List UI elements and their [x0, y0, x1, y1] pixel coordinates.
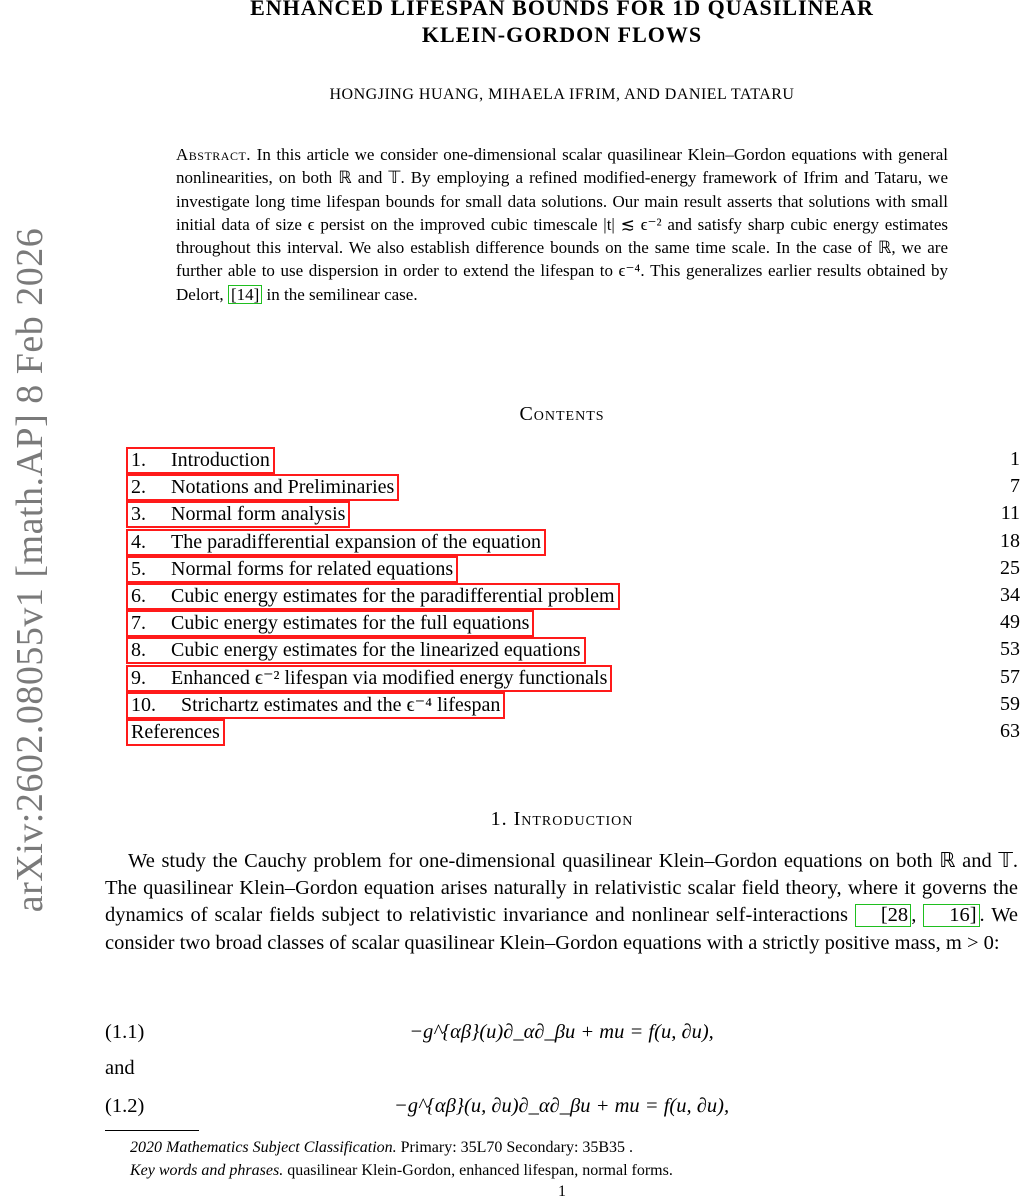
msc-text: Primary: 35L70 Secondary: 35B35 .: [400, 1139, 634, 1156]
toc-entry-page: 18: [1000, 529, 1020, 552]
toc-entry-page: 57: [1000, 665, 1020, 688]
toc-row: [126, 582, 1020, 609]
section-title: Introduction: [513, 808, 634, 830]
title-line-2: KLEIN-GORDON FLOWS: [421, 22, 703, 47]
author-list: HONGJING HUANG, MIHAELA IFRIM, AND DANIEL TATARU: [329, 86, 795, 103]
toc-entry-page: 25: [1000, 556, 1020, 579]
toc-entry-title: The paradifferential expansion of the equation: [171, 530, 542, 553]
abstract-tail: in the semilinear case.: [266, 284, 418, 304]
toc-entry-title: Cubic energy estimates for the linearized equations: [171, 639, 581, 662]
toc-link[interactable]: [126, 583, 620, 610]
toc-link[interactable]: [126, 665, 612, 692]
toc-entry-number: 3.: [131, 503, 146, 526]
toc-entry-page: 11: [1000, 502, 1020, 525]
equation-body: −g^{αβ}(u, ∂u)∂_α∂_βu + mu = f(u, ∂u),: [393, 1095, 730, 1117]
paper-title: [100, 0, 1024, 48]
toc-row: [126, 636, 1020, 663]
toc-entry-title: Notations and Preliminaries: [171, 476, 395, 499]
connector-word: and: [105, 1057, 135, 1079]
section-heading-introduction: [100, 808, 1024, 831]
page-number: 1: [558, 1183, 566, 1200]
toc-entry-page: 59: [1000, 692, 1020, 715]
abstract-body: In this article we consider one-dimensional scalar quasilinear Klein–Gordon equations with general nonlinearities, on both ℝ and 𝕋. By employing a refined modified-energy framework of Ifrim and Tataru, we investigate long time lifespan bounds for small data solutions. Our main result asserts that solutions with small initial data of size ϵ persist on the improved cubic timescale |t| ≲ ϵ⁻² and satisfy sharp cubic energy estimates throughout this interval. We also establish difference bounds on the same time scale. In the case of ℝ, we are further able to use dispersion in order to extend the lifespan to ϵ⁻⁴. This generalizes earlier results obtained by Delort,: [176, 145, 949, 304]
abstract-label: Abstract.: [176, 145, 252, 164]
toc-entry-page: 34: [1000, 583, 1020, 606]
equation-tag: (1.2): [105, 1095, 145, 1117]
toc-entry-number: 10.: [131, 693, 156, 716]
footnote-keywords: [130, 1162, 673, 1180]
title-line-1: ENHANCED LIFESPAN BOUNDS FOR 1D QUASILINEAR: [250, 0, 874, 20]
toc-entry-title: Strichartz estimates and the ϵ⁻⁴ lifespan: [181, 693, 501, 716]
toc-row: [126, 609, 1020, 636]
footnote-rule: [105, 1130, 199, 1131]
citation-link-16[interactable]: 16]: [923, 904, 979, 927]
intro-paragraph: [105, 848, 1018, 957]
toc-entry-number: 8.: [131, 639, 146, 662]
toc-entry-number: 1.: [131, 449, 146, 471]
toc-row: [126, 446, 1020, 473]
toc-entry-page: 53: [1000, 638, 1020, 661]
abstract: [176, 143, 948, 306]
toc-entry-title: Normal forms for related equations: [171, 557, 454, 580]
toc-row: [126, 500, 1020, 527]
arxiv-identifier: arXiv:2602.08055v1 [math.AP] 8 Feb 2026: [9, 227, 51, 913]
citation-separator: ,: [911, 904, 924, 927]
footnote-msc: [130, 1139, 633, 1157]
toc-entry-title: References: [131, 720, 220, 743]
toc-row: [126, 555, 1020, 582]
toc-link[interactable]: [126, 637, 586, 664]
equation-tag: (1.1): [105, 1021, 145, 1043]
toc-entry-title: Normal form analysis: [171, 503, 346, 526]
toc-entry-page: 49: [1000, 611, 1020, 634]
toc-entry-title: Introduction: [171, 449, 270, 471]
msc-label: 2020 Mathematics Subject Classification.: [130, 1139, 397, 1156]
keywords-label: Key words and phrases.: [130, 1162, 284, 1179]
toc-row: [126, 528, 1020, 555]
keywords-text: quasilinear Klein-Gordon, enhanced lifespan, normal forms.: [287, 1162, 673, 1179]
toc-link[interactable]: [126, 474, 399, 501]
toc-link[interactable]: [126, 692, 505, 719]
toc-entry-page: 1: [1010, 448, 1020, 470]
toc-entry-title: Cubic energy estimates for the full equations: [171, 612, 530, 635]
section-number: 1.: [490, 808, 508, 830]
toc-entry-title: Enhanced ϵ⁻² lifespan via modified energy functionals: [171, 666, 608, 689]
toc-link[interactable]: [126, 501, 350, 528]
citation-link-28[interactable]: [28: [855, 904, 911, 927]
citation-link-14[interactable]: [14]: [228, 285, 262, 304]
intro-text-b: . We consider two broad classes of scalar quasilinear Klein–Gordon equations with a strictly positive mass, m > 0:: [105, 904, 1019, 954]
toc-entry-number: 6.: [131, 584, 146, 607]
toc-link[interactable]: [126, 556, 458, 583]
toc-link[interactable]: [126, 447, 275, 474]
intro-text-a: We study the Cauchy problem for one-dimensional quasilinear Klein–Gordon equations on both ℝ and 𝕋. The quasilinear Klein–Gordon equation arises naturally in relativistic scalar field theory, where it governs the dynamics of scalar fields subject to relativistic invariance and nonlinear self-interactions: [105, 850, 1018, 927]
toc-entry-number: 5.: [131, 557, 146, 580]
toc-row: [126, 718, 1020, 745]
toc-row: [126, 691, 1020, 718]
toc-entry-page: 63: [1000, 719, 1020, 742]
toc-row: [126, 473, 1020, 500]
toc-entry-number: 4.: [131, 530, 146, 553]
toc-entry-title: Cubic energy estimates for the paradifferential problem: [171, 584, 615, 607]
arxiv-sidebar-stamp: [2, 200, 58, 940]
table-of-contents: [126, 446, 1020, 745]
toc-entry-number: 9.: [131, 666, 146, 689]
toc-link[interactable]: [126, 610, 534, 637]
toc-entry-page: 7: [1010, 475, 1020, 498]
toc-row: [126, 664, 1020, 691]
toc-entry-number: 7.: [131, 612, 146, 635]
equation-body: −g^{αβ}(u)∂_α∂_βu + mu = f(u, ∂u),: [409, 1021, 714, 1043]
toc-link[interactable]: [126, 719, 225, 746]
contents-heading: Contents: [519, 403, 605, 425]
toc-link[interactable]: [126, 529, 546, 556]
toc-entry-number: 2.: [131, 476, 146, 499]
